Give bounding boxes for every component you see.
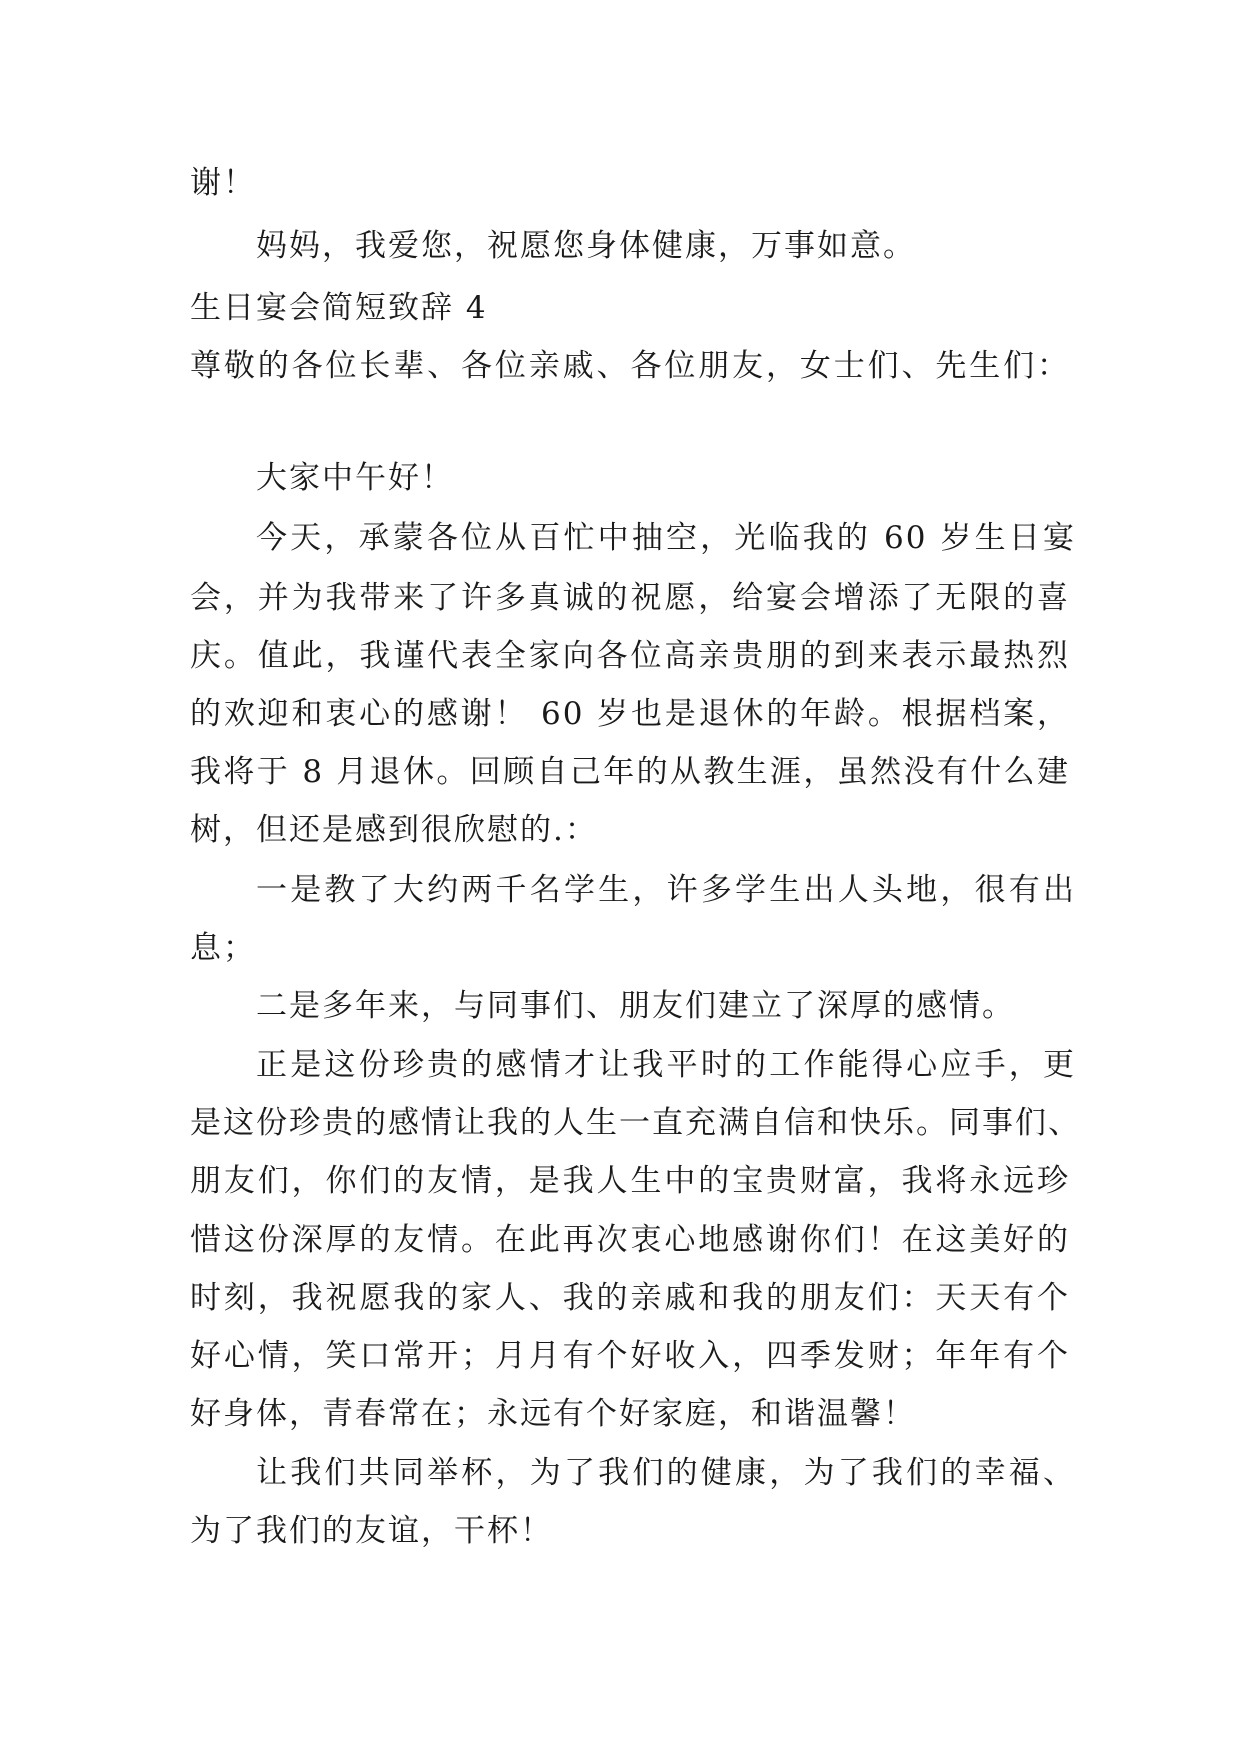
text-line: 朋友们，你们的友情，是我人生中的宝贵财富，我将永远珍 (190, 1163, 1070, 1199)
text-line: 正是这份珍贵的感情才让我平时的工作能得心应手，更 (256, 1047, 1076, 1083)
text-line: 时刻，我祝愿我的家人、我的亲戚和我的朋友们：天天有个 (190, 1280, 1070, 1316)
text-line: 二是多年来，与同事们、朋友们建立了深厚的感情。 (256, 988, 1015, 1024)
text-line: 的欢迎和衷心的感谢！ 60 岁也是退休的年龄。根据档案， (190, 696, 1070, 732)
text-line: 让我们共同举杯，为了我们的健康，为了我们的幸福、 (256, 1455, 1076, 1491)
text-line: 好心情，笑口常开；月月有个好收入，四季发财；年年有个 (190, 1338, 1070, 1374)
text-line: 谢！ (190, 165, 256, 201)
text-line: 是这份珍贵的感情让我的人生一直充满自信和快乐。同事们、 (190, 1105, 1081, 1141)
text-line: 我将于 8 月退休。回顾自己年的从教生涯，虽然没有什么建 (190, 754, 1070, 790)
text-line: 息； (190, 930, 256, 966)
text-line: 好身体，青春常在；永远有个好家庭，和谐温馨！ (190, 1396, 916, 1432)
text-line: 庆。值此，我谨代表全家向各位高亲贵朋的到来表示最热烈 (190, 638, 1070, 674)
salutation: 尊敬的各位长辈、各位亲戚、各位朋友，女士们、先生们： (190, 348, 1070, 384)
text-line: 会，并为我带来了许多真诚的祝愿，给宴会增添了无限的喜 (190, 580, 1070, 616)
text-line: 妈妈，我爱您，祝愿您身体健康，万事如意。 (256, 228, 916, 264)
text-line: 大家中午好！ (256, 460, 454, 496)
section-heading: 生日宴会简短致辞 4 (190, 290, 488, 326)
text-line: 树，但还是感到很欣慰的.： (190, 812, 598, 848)
text-line: 惜这份深厚的友情。在此再次衷心地感谢你们！在这美好的 (190, 1222, 1070, 1258)
text-line: 一是教了大约两千名学生，许多学生出人头地，很有出 (256, 872, 1076, 908)
text-line: 今天，承蒙各位从百忙中抽空，光临我的 60 岁生日宴 (256, 520, 1076, 556)
text-line: 为了我们的友谊，干杯！ (190, 1513, 553, 1549)
